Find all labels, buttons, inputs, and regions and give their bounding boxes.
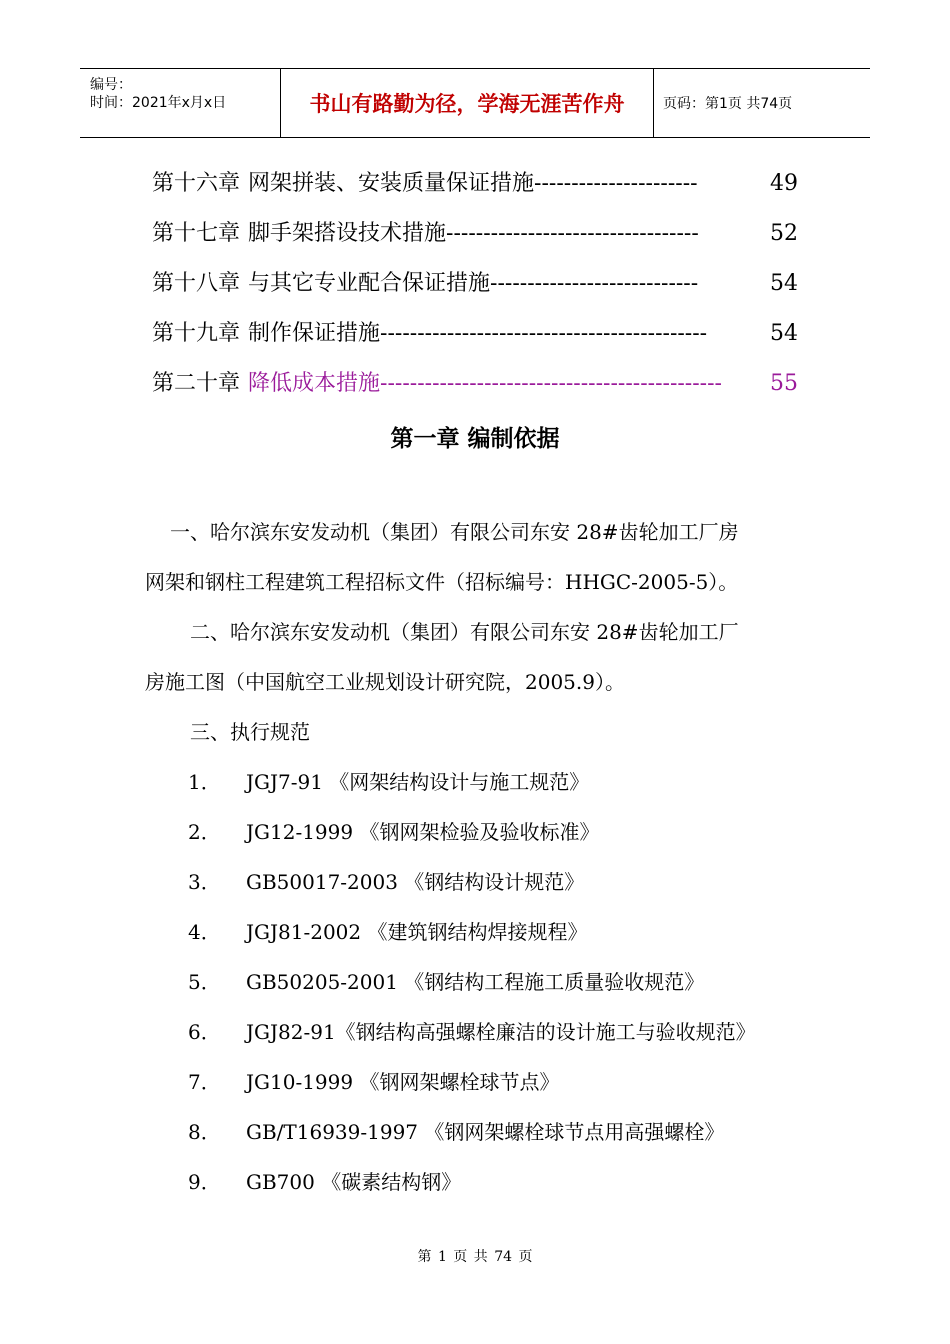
toc-page: 52 (770, 221, 798, 246)
toc-leader: ---------------------- (534, 171, 698, 196)
toc-chapter: 第十六章 (152, 171, 241, 196)
paragraph: 网架和钢柱工程建筑工程招标文件（招标编号：HHGC-2005-5）。 (145, 570, 739, 594)
list-number: 5． (188, 970, 221, 994)
header-page-info: 页码：第1页 共74页 (663, 96, 793, 112)
toc-leader: -------------------------------------------- (380, 321, 708, 346)
toc-page: 54 (770, 321, 798, 346)
list-text: JGJ81-2002 《建筑钢结构焊接规程》 (246, 920, 588, 944)
list-item (188, 768, 589, 796)
time-label: 时间：2021年x月x日 (90, 95, 227, 111)
toc-title: 与其它专业配合保证措施 (248, 271, 491, 296)
list-item (188, 818, 599, 846)
list-text: JG10-1999 《钢网架螺栓球节点》 (246, 1070, 560, 1094)
list-number: 9． (188, 1170, 221, 1194)
list-item (188, 868, 584, 896)
list-number: 6． (188, 1020, 221, 1044)
paragraph: 二、哈尔滨东安发动机（集团）有限公司东安 28#齿轮加工厂 (190, 620, 739, 644)
toc-page: 49 (770, 171, 798, 196)
toc-title: 网架拼装、安装质量保证措施 (248, 171, 535, 196)
list-number: 4． (188, 920, 221, 944)
list-item (188, 1168, 461, 1196)
list-number: 7． (188, 1070, 221, 1094)
list-text: JG12-1999 《钢网架检验及验收标准》 (246, 820, 600, 844)
list-number: 1． (188, 770, 221, 794)
list-text: JGJ7-91 《网架结构设计与施工规范》 (246, 770, 590, 794)
list-number: 3． (188, 870, 221, 894)
list-text: JGJ82-91《钢结构高强螺栓廉洁的设计施工与验收规范》 (246, 1020, 756, 1044)
toc-title: 降低成本措施 (248, 371, 381, 396)
list-number: 8． (188, 1120, 221, 1144)
paragraph: 一、哈尔滨东安发动机（集团）有限公司东安 28#齿轮加工厂房 (170, 520, 739, 544)
toc-entry[interactable] (152, 266, 798, 298)
toc-chapter: 第十八章 (152, 271, 241, 296)
toc-leader: ---------------------------------------------- (380, 371, 722, 396)
toc-chapter: 第二十章 (152, 371, 241, 396)
toc-entry[interactable] (152, 366, 798, 398)
list-text: GB50205-2001 《钢结构工程施工质量验收规范》 (246, 970, 705, 994)
page-footer: 第 1 页 共 74 页 (417, 1249, 533, 1265)
paragraph: 房施工图（中国航空工业规划设计研究院，2005.9）。 (145, 670, 625, 694)
section-title: 第一章 编制依据 (390, 426, 560, 452)
page-header (80, 68, 870, 138)
list-item (188, 1018, 756, 1046)
header-motto: 书山有路勤为径，学海无涯苦作舟 (281, 69, 654, 137)
toc-leader: ---------------------------------- (446, 221, 699, 246)
toc-entry[interactable] (152, 316, 798, 348)
toc-page: 55 (770, 371, 798, 396)
toc-page: 54 (770, 271, 798, 296)
list-item (188, 918, 587, 946)
list-item (188, 1118, 724, 1146)
list-text: GB50017-2003 《钢结构设计规范》 (246, 870, 585, 894)
number-label: 编号： (90, 77, 132, 93)
list-number: 2． (188, 820, 221, 844)
header-meta-cell (80, 69, 281, 137)
toc-leader: ---------------------------- (490, 271, 699, 296)
list-item (188, 1068, 559, 1096)
list-item (188, 968, 704, 996)
toc-title: 制作保证措施 (248, 321, 381, 346)
toc-entry[interactable] (152, 166, 798, 198)
toc-title: 脚手架搭设技术措施 (248, 221, 447, 246)
list-text: GB700 《碳素结构钢》 (246, 1170, 462, 1194)
paragraph: 三、执行规范 (190, 720, 310, 744)
toc-chapter: 第十九章 (152, 321, 241, 346)
toc-chapter: 第十七章 (152, 221, 241, 246)
toc-entry[interactable] (152, 216, 798, 248)
list-text: GB/T16939-1997 《钢网架螺栓球节点用高强螺栓》 (246, 1120, 725, 1144)
